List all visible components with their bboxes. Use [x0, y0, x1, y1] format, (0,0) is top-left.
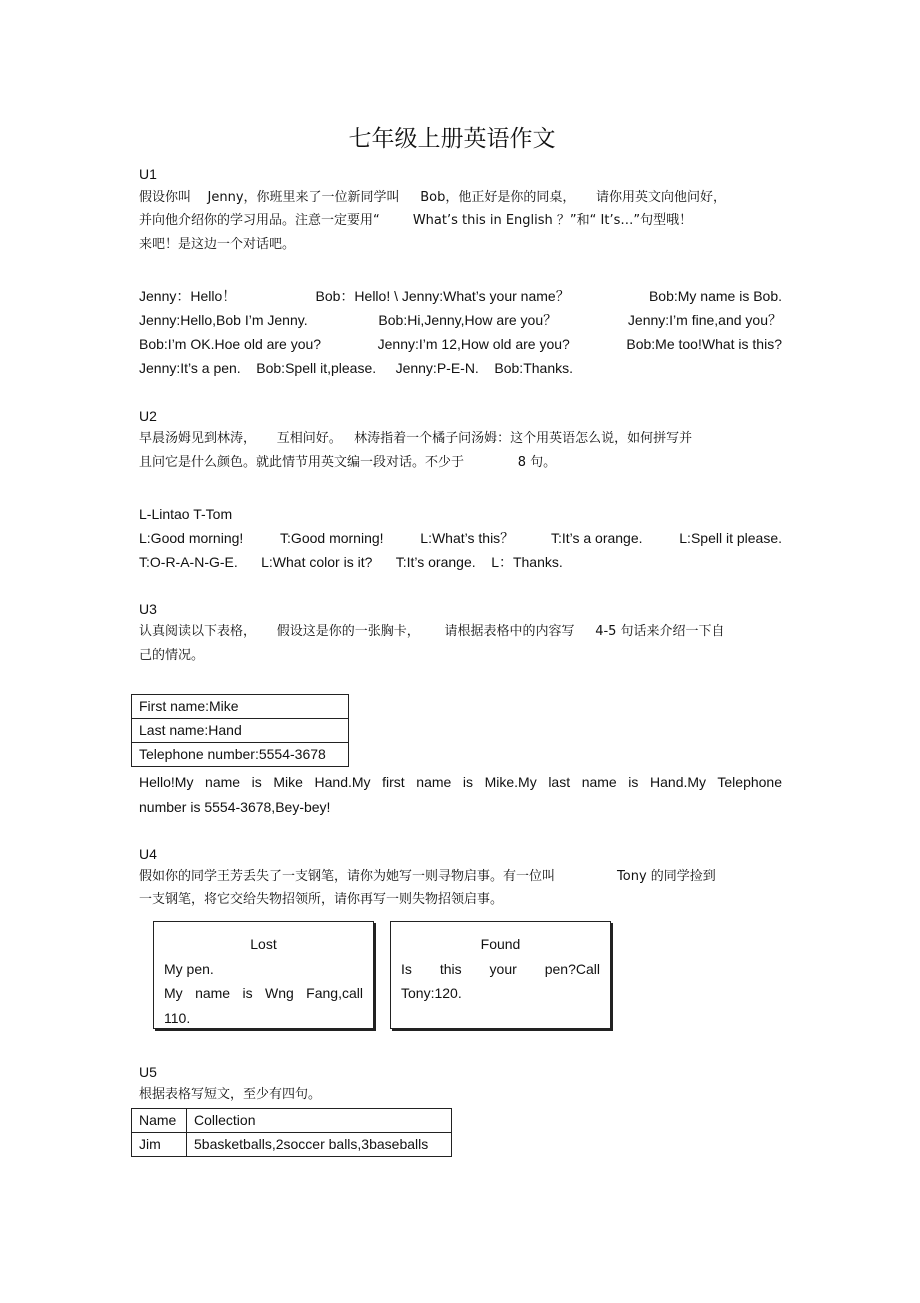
telephone-cell: Telephone number:5554-3678 — [132, 743, 349, 767]
page-title: 七年级上册英语作文 — [348, 126, 556, 152]
section-heading-u3: U3 — [139, 601, 157, 617]
found-notice — [390, 921, 611, 1029]
found-notice-line: Is this your pen?Call — [401, 960, 600, 977]
section-heading-u2: U2 — [139, 408, 157, 424]
u2-answer-line-2: L:Good morning! T:Good morning! L:What’s this？ T:It’s a orange. L:Spell it please. — [139, 530, 782, 546]
table-cell-collection: 5basketballs,2soccer balls,3baseballs — [187, 1133, 452, 1157]
u3-answer-line-1: Hello!My name is Mike Hand.My first name is Mike.My last name is Hand.My Telephone — [139, 774, 782, 790]
lost-notice-title: Lost — [250, 936, 277, 952]
u3-prompt-line-1: 认真阅读以下表格， 假设这是你的一张胸卡， 请根据表格中的内容写 4-5 句话来介绍一下自 — [139, 624, 725, 639]
u2-answer-line-3: T:O-R-A-N-G-E. L:What color is it? T:It’s orange. L：Thanks. — [139, 554, 563, 570]
u2-prompt-line-2: 且问它是什么颜色。就此情节用英文编一段对话。不少于 8 句。 — [139, 455, 557, 470]
u3-prompt-line-2: 己的情况。 — [139, 648, 205, 663]
lost-notice-line: My name is Wng Fang,call — [164, 985, 363, 1001]
section-heading-u4: U4 — [139, 846, 157, 862]
u1-prompt-line-2: 并向他介绍你的学习用品。注意一定要用“ What’s this in English ？”和“ It’s…”句型哦！ — [139, 213, 693, 228]
lost-notice-line: My pen. — [164, 960, 214, 977]
name-card-table — [131, 694, 349, 767]
collection-table — [131, 1108, 452, 1157]
last-name-cell: Last name:Hand — [132, 719, 349, 743]
u3-answer-line-2: number is 5554-3678,Bey-bey! — [139, 799, 331, 815]
section-heading-u5: U5 — [139, 1064, 157, 1080]
table-row — [132, 695, 349, 719]
column-header-name: Name — [132, 1109, 187, 1133]
u1-answer-line-2: Jenny:Hello,Bob I’m Jenny. Bob:Hi,Jenny,How are you？ Jenny:I’m fine,and you？ — [139, 312, 783, 328]
column-header-collection: Collection — [187, 1109, 452, 1133]
table-cell-name: Jim — [132, 1133, 187, 1157]
u5-prompt: 根据表格写短文，至少有四句。 — [139, 1087, 322, 1102]
found-notice-line: Tony:120. — [401, 985, 462, 1001]
lost-notice-line: 110. — [164, 1009, 191, 1026]
section-heading-u1: U1 — [139, 166, 157, 182]
first-name-cell: First name:Mike — [132, 695, 349, 719]
table-header-row — [132, 1109, 452, 1133]
table-row — [132, 719, 349, 743]
u4-prompt-line-2: 一支钢笔，将它交给失物招领所，请你再写一则失物招领启事。 — [139, 892, 504, 907]
u4-prompt-line-1: 假如你的同学王芳丢失了一支钢笔，请你为她写一则寻物启事。有一位叫 Tony 的同学捡到 — [139, 869, 716, 884]
u2-answer-line-1: L-Lintao T-Tom — [139, 506, 233, 522]
table-row — [132, 743, 349, 767]
table-row — [132, 1133, 452, 1157]
u1-answer-line-4: Jenny:It’s a pen. Bob:Spell it,please. Jenny:P-E-N. Bob:Thanks. — [139, 360, 573, 376]
u1-prompt-line-3: 来吧！是这边一个对话吧。 — [139, 237, 296, 252]
found-notice-title: Found — [480, 936, 521, 952]
u1-answer-line-3: Bob:I’m OK.Hoe old are you? Jenny:I’m 12,How old are you? Bob:Me too!What is this? — [139, 336, 782, 352]
u2-prompt-line-1: 早晨汤姆见到林涛， 互相问好。 林涛指着一个橘子问汤姆：这个用英语怎么说，如何拼写并 — [139, 431, 693, 446]
u1-prompt-line-1: 假设你叫 Jenny，你班里来了一位新同学叫 Bob，他正好是你的同桌， 请你用英文向他问好， — [139, 190, 727, 205]
lost-notice — [153, 921, 374, 1029]
u1-answer-line-1: Jenny：Hello！ Bob：Hello! \ Jenny:What’s your name？ Bob:My name is Bob. — [139, 288, 783, 304]
